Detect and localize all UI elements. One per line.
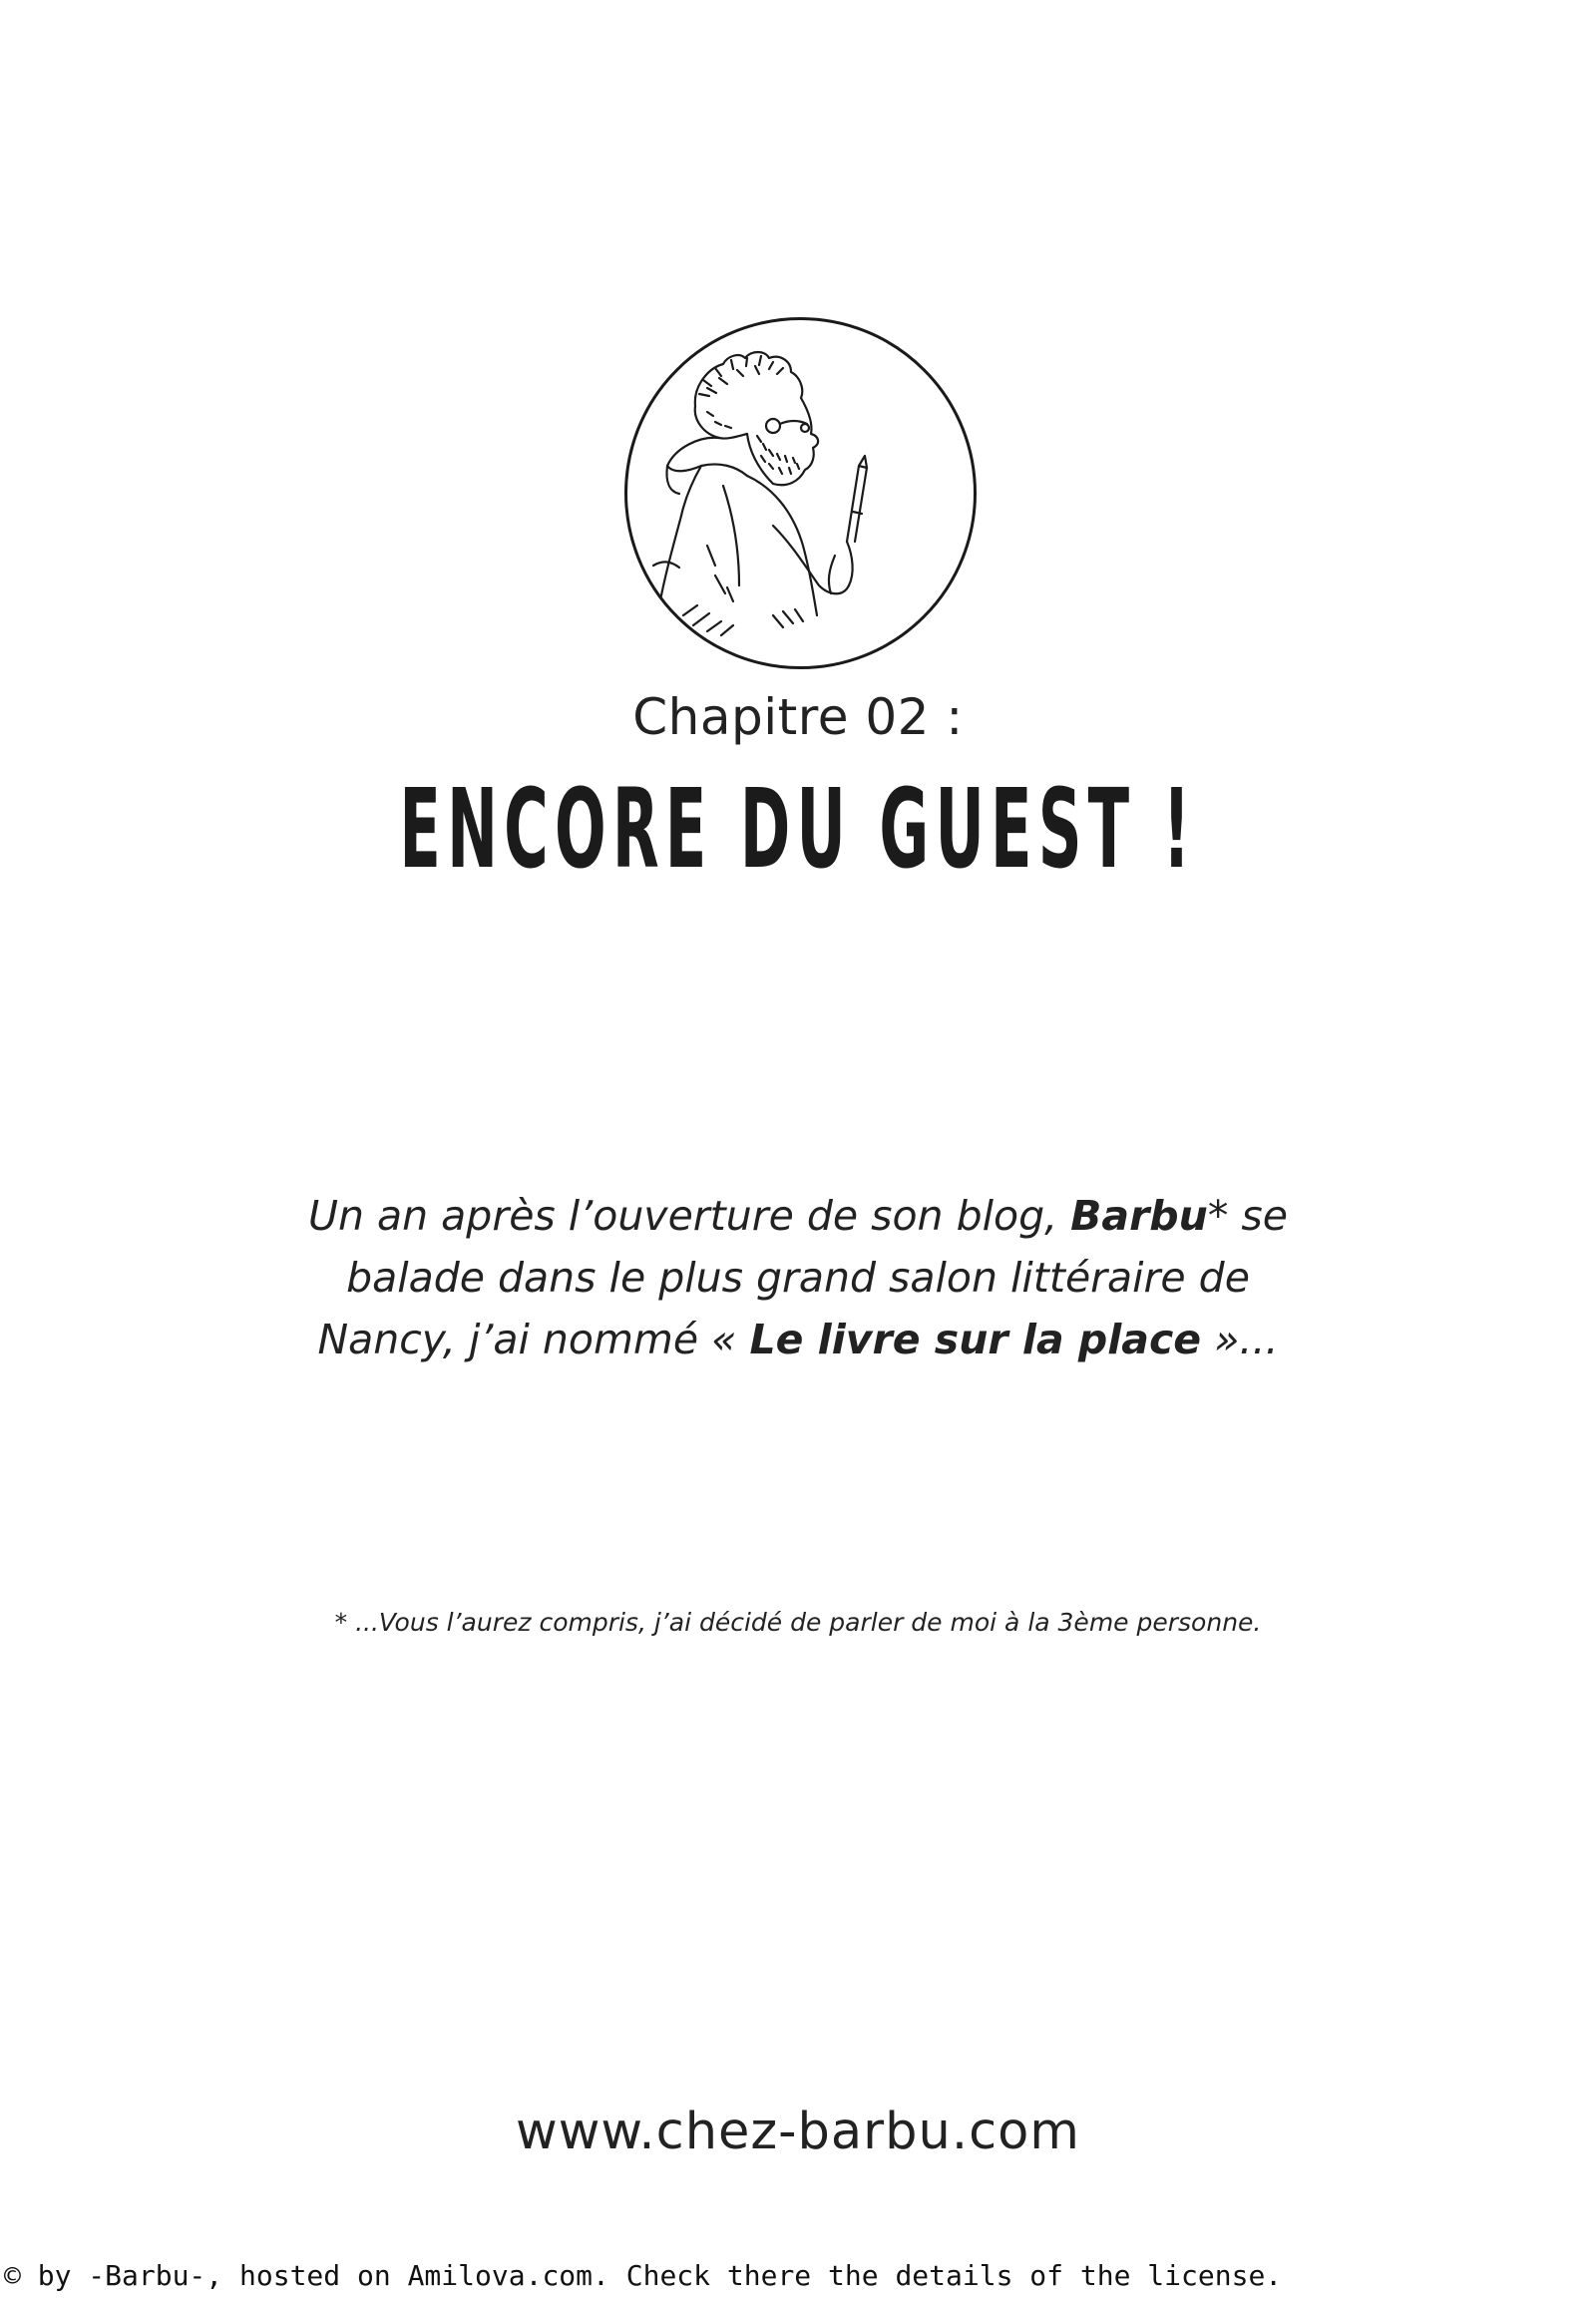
website-url: www.chez-barbu.com <box>515 2103 1080 2161</box>
author-portrait-illustration <box>623 316 978 670</box>
intro-line1-end: * se <box>1207 1192 1288 1240</box>
intro-author-name: Barbu <box>1070 1192 1208 1240</box>
intro-event-name: Le livre sur la place <box>749 1316 1202 1363</box>
intro-line3-end: »... <box>1201 1316 1279 1363</box>
license-notice: © by -Barbu-, hosted on Amilova.com. Check there the details of the license. <box>4 2259 1283 2292</box>
chapter-number: Chapitre 02 : <box>632 688 964 746</box>
footnote: * ...Vous l’aurez compris, j’ai décidé de parler de moi à la 3ème personne. <box>334 1608 1262 1637</box>
intro-line1-start: Un an après l’ouverture de son blog, <box>308 1192 1071 1240</box>
intro-paragraph <box>299 1185 1297 1370</box>
intro-line2: balade dans le plus grand salon littéraire de <box>346 1254 1250 1302</box>
intro-line3-start: Nancy, j’ai nommé « <box>317 1316 750 1363</box>
chapter-title: ENCORE DU GUEST ! <box>399 766 1197 894</box>
